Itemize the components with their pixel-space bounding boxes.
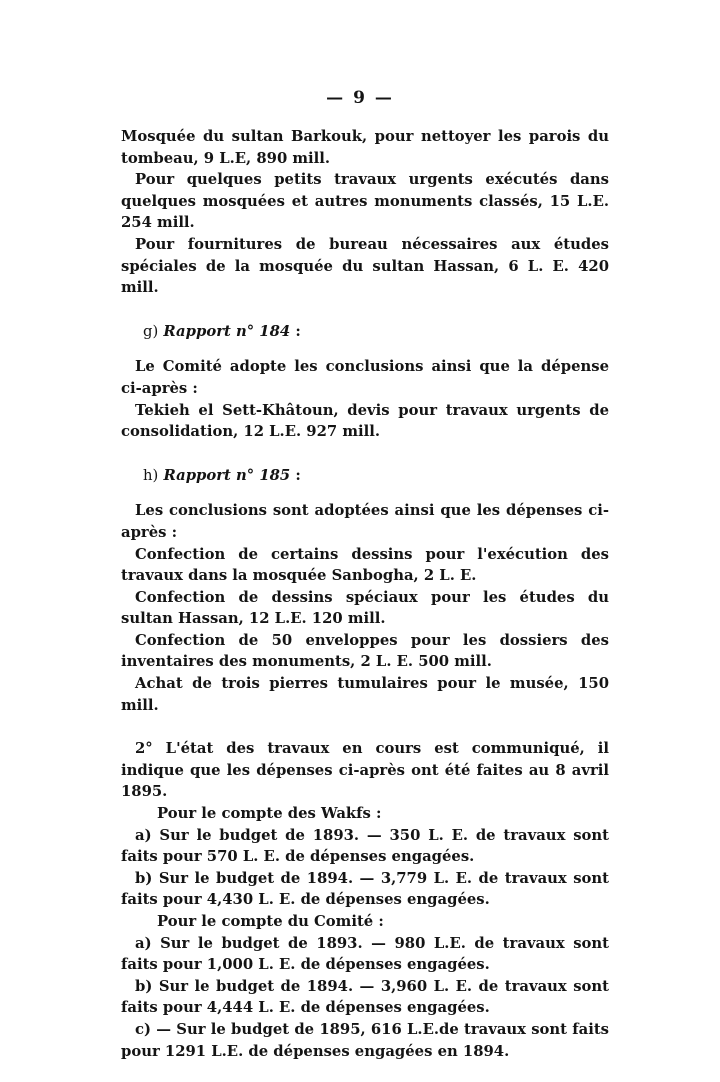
paragraph: Pour quelques petits travaux urgents exécutés dans quelques mosquées et autres monuments classés, 15 L.E. 254 mill. xyxy=(121,171,609,232)
paragraph: Pour fournitures de bureau nécessaires aux études spéciales de la mosquée du sultan Hassan, 6 L. E. 420 mill. xyxy=(121,235,609,297)
page-number: — 9 — xyxy=(326,88,394,108)
paragraph: 2° L'état des travaux en cours est communiqué, il indique que les dépenses ci-après ont été faites au 8 avril 1895. xyxy=(121,740,609,801)
paragraph: Les conclusions sont adoptées ainsi que les dépenses ci-après : xyxy=(121,502,609,541)
section-heading-g xyxy=(121,321,609,343)
paragraph: Mosquée du sultan Barkouk, pour nettoyer les parois du tombeau, 9 L.E, 890 mill. xyxy=(121,128,609,167)
paragraph: Le Comité adopte les conclusions ainsi que la dépense ci-après : xyxy=(121,358,609,397)
paragraph: Pour le compte des Wakfs : xyxy=(157,805,382,823)
paragraph: Confection de dessins spéciaux pour les études du sultan Hassan, 12 L.E. 120 mill. xyxy=(121,588,609,628)
report-title: Rapport n° 185 xyxy=(163,466,291,484)
report-title: Rapport n° 184 xyxy=(163,322,291,340)
paragraph: a) Sur le budget de 1893. — 980 L.E. de travaux sont faits pour 1,000 L. E. de dépenses engagées. xyxy=(121,934,609,974)
section-letter: g) xyxy=(143,322,159,340)
section-letter: h) xyxy=(143,466,159,484)
paragraph: Confection de certains dessins pour l'exécution des travaux dans la mosquée Sanbogha, 2 L. E. xyxy=(121,545,609,585)
paragraph: b) Sur le budget de 1894. — 3,779 L. E. de travaux sont faits pour 4,430 L. E. de dépenses engagées. xyxy=(121,869,609,909)
heading-colon: : xyxy=(295,322,301,340)
paragraph: Pour le compte du Comité : xyxy=(157,913,384,930)
page-body xyxy=(121,126,609,1062)
paragraph: b) Sur le budget de 1894. — 3,960 L. E. de travaux sont faits pour 4,444 L. E. de dépenses engagées. xyxy=(121,977,609,1017)
paragraph: Confection de 50 enveloppes pour les dossiers des inventaires des monuments, 2 L. E. 500 mill. xyxy=(121,631,609,671)
heading-colon: : xyxy=(295,466,301,484)
paragraph: c) — Sur le budget de 1895, 616 L.E.de travaux sont faits pour 1291 L.E. de dépenses engagées en 1894. xyxy=(121,1020,609,1060)
paragraph: Tekieh el Sett-Khâtoun, devis pour travaux urgents de consolidation, 12 L.E. 927 mill. xyxy=(121,401,609,441)
paragraph: a) Sur le budget de 1893. — 350 L. E. de travaux sont faits pour 570 L. E. de dépenses engagées. xyxy=(121,826,609,866)
paragraph: Achat de trois pierres tumulaires pour le musée, 150 mill. xyxy=(121,675,609,714)
section-heading-h xyxy=(121,465,609,487)
